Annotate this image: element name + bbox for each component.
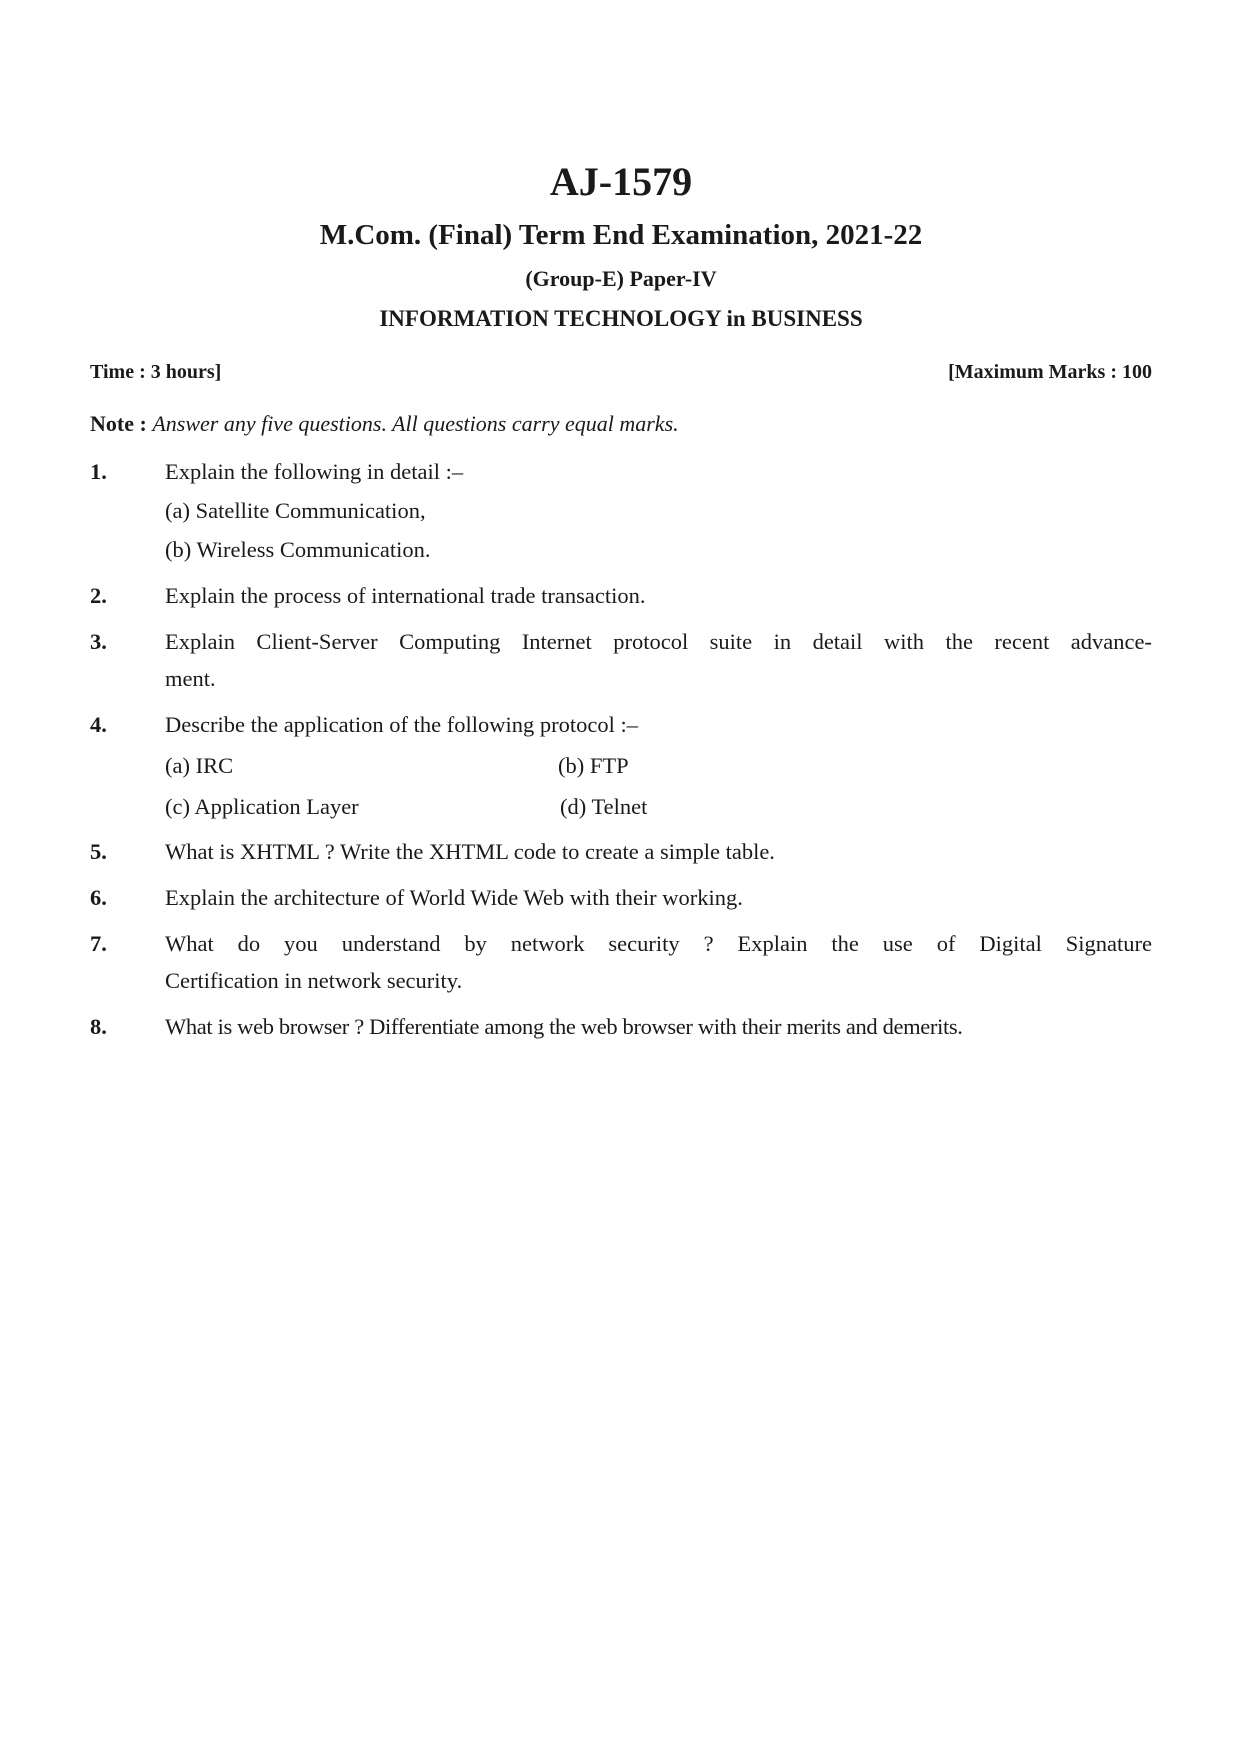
question-number: 6. <box>90 885 107 910</box>
question-number: 8. <box>90 1014 107 1039</box>
maximum-marks: [Maximum Marks : 100 <box>948 361 1152 383</box>
time-allowed: Time : 3 hours] <box>90 361 222 383</box>
question-1-part-a: (a) Satellite Communication, <box>165 498 426 523</box>
subject-title: INFORMATION TECHNOLOGY in BUSINESS <box>379 306 863 331</box>
question-3-continuation: ment. <box>165 666 216 691</box>
note-text: Answer any five questions. All questions carry equal marks. <box>152 411 679 436</box>
question-text: Explain the process of international trade transaction. <box>165 583 646 608</box>
question-4-part-c: (c) Application Layer <box>165 794 359 819</box>
question-7-continuation: Certification in network security. <box>165 968 463 993</box>
note-label: Note : <box>90 411 147 436</box>
exam-title: M.Com. (Final) Term End Examination, 2021-22 <box>319 219 923 251</box>
question-number: 4. <box>90 712 107 737</box>
question-number: 7. <box>90 931 107 956</box>
question-text-line-1: What do you understand by network security ? Explain the use of Digital Signature <box>165 931 1152 956</box>
question-text: What is web browser ? Differentiate among the web browser with their merits and demerits. <box>165 1014 963 1039</box>
question-4-part-b: (b) FTP <box>558 753 629 778</box>
question-4-part-a: (a) IRC <box>165 753 234 778</box>
question-number: 3. <box>90 629 107 654</box>
question-text-line-1: Explain Client-Server Computing Internet protocol suite in detail with the recent advance- <box>165 629 1152 654</box>
question-number: 5. <box>90 839 107 864</box>
question-text: What is XHTML ? Write the XHTML code to create a simple table. <box>165 839 775 864</box>
question-number: 1. <box>90 459 107 484</box>
group-paper: (Group-E) Paper-IV <box>525 266 717 291</box>
paper-code: AJ-1579 <box>549 159 693 204</box>
question-4-part-d: (d) Telnet <box>560 794 648 819</box>
question-text: Explain the following in detail :– <box>165 459 464 484</box>
question-1-part-b: (b) Wireless Communication. <box>165 537 431 562</box>
question-number: 2. <box>90 583 107 608</box>
question-text: Explain the architecture of World Wide Web with their working. <box>165 885 743 910</box>
instructions-note <box>90 410 679 438</box>
question-text: Describe the application of the following protocol :– <box>165 712 638 737</box>
